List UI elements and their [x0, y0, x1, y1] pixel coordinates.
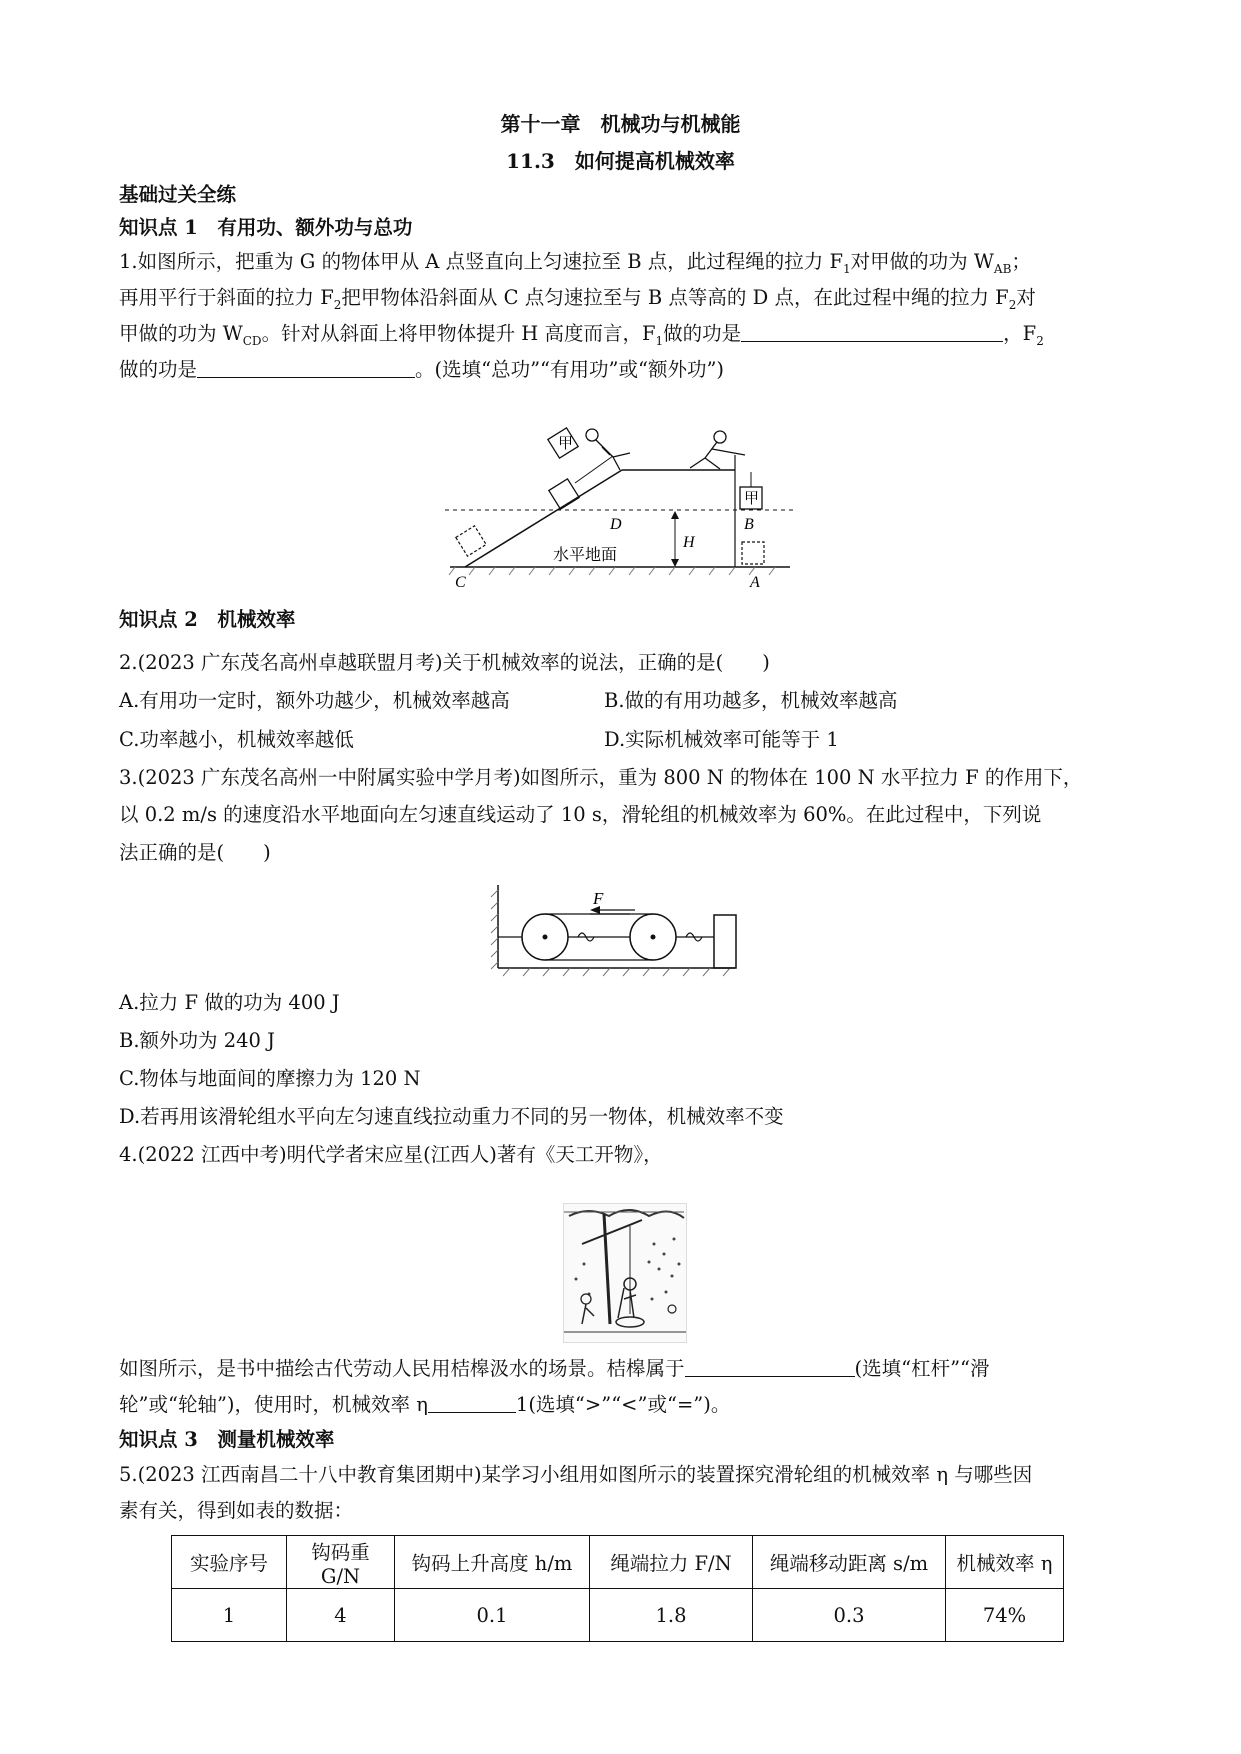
q5-line2: 素有关，得到如表的数据： [119, 1499, 354, 1522]
label-B: B [744, 516, 754, 533]
q3-line1: 3.(2023 广东茂名高州一中附属实验中学月考)如图所示，重为 800 N 的物体在 100 N 水平拉力 F 的作用下， [119, 766, 1083, 789]
table-header-cell: 绳端移动距离 s/m [753, 1536, 946, 1589]
section-title: 11.3 如何提高机械效率 [506, 149, 735, 173]
q1-line2: 再用平行于斜面的拉力 $F_2$把甲物体沿斜面从 C 点匀速拉至与 B 点等高的 D 点，在此过程中绳的拉力 $F_2$对 [119, 286, 1036, 312]
q2-option-c[interactable]: C.功率越小，机械效率越低 [119, 728, 354, 751]
table-cell: 0.1 [395, 1589, 590, 1642]
knowledge-point-1: 知识点 1 有用功、额外功与总功 [119, 216, 413, 239]
practice-heading: 基础过关全练 [119, 183, 237, 206]
label-ground: 水平地面 [553, 545, 618, 564]
table-header-row [172, 1536, 1064, 1589]
table-cell: 74% [946, 1589, 1064, 1642]
q3-option-d[interactable]: D.若再用该滑轮组水平向左匀速直线拉动重力不同的另一物体，机械效率不变 [119, 1105, 784, 1128]
q2-option-d[interactable]: D.实际机械效率可能等于 1 [604, 728, 839, 751]
table-header-cell: 钩码重 G/N [287, 1536, 395, 1589]
table-cell: 1 [172, 1589, 287, 1642]
table-cell: 1.8 [590, 1589, 753, 1642]
q4-line3: 轮”或“轮轴”)，使用时，机械效率 η 1(选填“>”“<”或“=”)。 [119, 1393, 731, 1416]
table-cell: 4 [287, 1589, 395, 1642]
table-cell: 0.3 [753, 1589, 946, 1642]
label-F: F [593, 889, 604, 908]
label-jia-vertical: 甲 [744, 491, 760, 507]
label-jia-incline: 甲 [558, 436, 574, 452]
q1-answer-blank-1[interactable] [741, 321, 1003, 342]
q4-line2: 如图所示，是书中描绘古代劳动人民用桔槔汲水的场景。桔槔属于 (选填“杠杆”“滑 [119, 1357, 990, 1380]
q3-option-a[interactable]: A.拉力 F 做的功为 400 J [119, 991, 340, 1014]
q3-option-b[interactable]: B.额外功为 240 J [119, 1029, 275, 1052]
q3-line3: 法正确的是( ) [119, 841, 271, 864]
table-header-cell: 钩码上升高度 h/m [395, 1536, 590, 1589]
q1-line4: 做的功是 。(选填“总功”“有用功”或“额外功”) [119, 358, 725, 381]
knowledge-point-3: 知识点 3 测量机械效率 [119, 1428, 335, 1451]
q3-line2: 以 0.2 m/s 的速度沿水平地面向左匀速直线运动了 10 s，滑轮组的机械效率为 60%。在此过程中，下列说 [119, 803, 1042, 826]
pulley-figure [490, 880, 750, 980]
person-right-icon [690, 431, 745, 469]
q4-line1: 4.(2022 江西中考)明代学者宋应星(江西人)著有《天工开物》， [119, 1143, 663, 1166]
table-header-cell: 绳端拉力 F/N [590, 1536, 753, 1589]
incline-figure [445, 425, 800, 590]
efficiency-data-table [171, 1535, 1064, 1642]
table-header-cell: 机械效率 η [946, 1536, 1064, 1589]
label-C: C [455, 574, 466, 590]
q1-line1: 1.如图所示，把重为 G 的物体甲从 A 点竖直向上匀速拉至 B 点，此过程绳的拉力 $F_1$对甲做的功为 $W_{AB}$； [119, 250, 1031, 276]
knowledge-point-2: 知识点 2 机械效率 [119, 608, 296, 631]
label-D: D [610, 516, 622, 533]
q1-answer-blank-2[interactable] [197, 357, 415, 378]
label-H: H [683, 534, 695, 551]
label-A: A [750, 574, 760, 590]
q4-answer-blank-1[interactable] [685, 1356, 855, 1377]
table-header-cell: 实验序号 [172, 1536, 287, 1589]
q2-stem: 2.(2023 广东茂名高州卓越联盟月考)关于机械效率的说法，正确的是( ) [119, 651, 770, 674]
q5-line1: 5.(2023 江西南昌二十八中教育集团期中)某学习小组用如图所示的装置探究滑轮组的机械效率 η 与哪些因 [119, 1463, 1033, 1486]
ancient-well-illustration [563, 1203, 687, 1343]
q1-line3: 甲做的功为 $W_{CD}$。针对从斜面上将甲物体提升 H 高度而言，$F_1$做的功是 ，$F_2$ [119, 322, 1044, 348]
q2-option-b[interactable]: B.做的有用功越多，机械效率越高 [604, 689, 898, 712]
q2-option-a[interactable]: A.有用功一定时，额外功越少，机械效率越高 [119, 689, 510, 712]
q4-answer-blank-2[interactable] [428, 1392, 516, 1413]
table-row [172, 1589, 1064, 1642]
person-left-icon [586, 429, 630, 470]
chapter-title: 第十一章 机械功与机械能 [500, 112, 741, 136]
q3-option-c[interactable]: C.物体与地面间的摩擦力为 120 N [119, 1067, 421, 1090]
